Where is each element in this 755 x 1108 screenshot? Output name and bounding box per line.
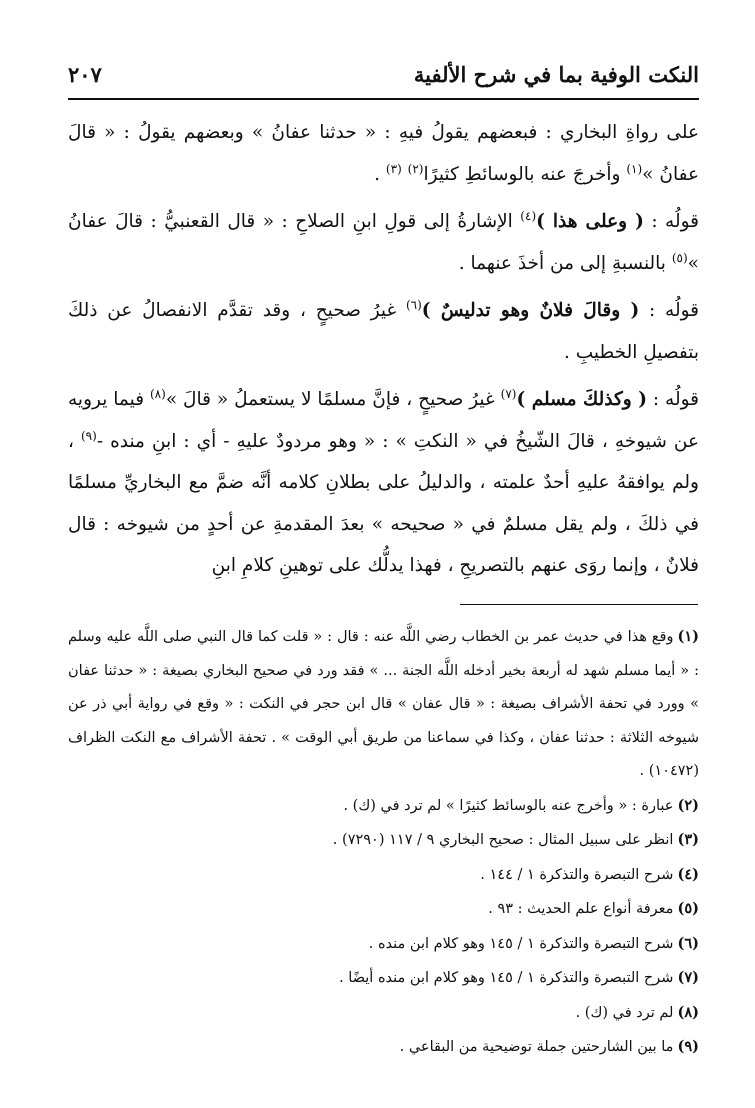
paragraph-1: على رواةِ البخاري : فبعضهم يقولُ فيهِ : « حدثنا عفانُ » وبعضهم يقولُ : « قالَ عفانُ »$^{(١)}$ وأخرجَ عنه بالوسائطِ كثيرًا$^{(٢)}$ $^{(٣)}$ . (68, 122, 699, 185)
footnote-ref: (٦) (405, 297, 422, 312)
paragraph-4: قولُه : ( وكذلكَ مسلم )$^{(٧)}$ غيرُ صحيحٍ ، فإنَّ مسلمًا لا يستعملُ « قالَ »$^{(٨)}$ فيما يرويه عن شيوخهِ ، قالَ الشّيخُ في « النكتِ » : « وهو مردودٌ عليهِ - أي : ابنِ منده -$^{(٩)}$ ، ولم يوافقهُ عليهِ أحدٌ علمته ، والدليلُ على بطلانِ كلامه أنَّه ضمَّ مع البخاريِّ مسلمًا في ذلكَ ، ولم يقل مسلمٌ في « صحيحه » بعدَ المقدمةِ عن أحدٍ من شيوخه : قال فلانٌ ، وإنما روَى عنهم بالتصريحِ ، فهذا يدلُّك على توهينِ كلامِ ابنِ (68, 386, 700, 576)
footnote: (٣)انظر على سبيل المثال : صحيح البخاري ٩ / ١١٧ (٧٢٩٠) . (332, 831, 699, 848)
footnote: (٥)معرفة أنواع علم الحديث : ٩٣ . (488, 900, 699, 917)
footnote-ref: (٢) (407, 161, 424, 176)
footnote-ref: (٤) (520, 208, 537, 223)
page-number: ٢٠٧ (68, 61, 102, 87)
page-header (68, 52, 699, 96)
quoted-lemma: ( وعلى هذا ) (536, 211, 644, 232)
footnotes (68, 620, 699, 1065)
footnote-ref: (٩) (80, 428, 97, 443)
header-rule (68, 98, 699, 100)
footnote: (٧)شرح التبصرة والتذكرة ١ / ١٤٥ وهو كلام ابن منده أيضًا . (339, 969, 699, 986)
quoted-lemma: ( وكذلكَ مسلم ) (516, 389, 647, 410)
footnote: (٢)عبارة : « وأخرج عنه بالوسائط كثيرًا » لم ترد في (ك) . (343, 796, 699, 814)
footnote: (٨)لم ترد في (ك) . (575, 1003, 699, 1021)
footnote-ref: (٧) (500, 386, 517, 401)
running-title: النكت الوفية بما في شرح الألفية (413, 61, 699, 87)
footnote-ref: (٨) (149, 386, 166, 401)
footnote-ref: (٣) (385, 161, 402, 176)
quoted-lemma: ( وقالَ فلانٌ وهو تدليسٌ ) (421, 300, 640, 321)
paragraph-3: قولُه : ( وقالَ فلانٌ وهو تدليسٌ )$^{(٦)}$ غيرُ صحيحٍ ، وقد تقدَّم الانفصالُ عن ذلكَ بتفصيلِ الخطيبِ . (68, 297, 700, 363)
footnote: (٤)شرح التبصرة والتذكرة ١ / ١٤٤ . (480, 865, 699, 883)
footnote-ref: (٥) (671, 250, 688, 265)
footnote: (٦)شرح التبصرة والتذكرة ١ / ١٤٥ وهو كلام ابن منده . (368, 934, 699, 952)
footnote-rule (460, 604, 698, 605)
paragraph-2: قولُه : ( وعلى هذا )$^{(٤)}$ الإشارةُ إلى قولِ ابنِ الصلاحِ : « قال القعنبيُّ : قالَ عفانُ »$^{(٥)}$ بالنسبةِ إلى من أخذَ عنهما . (68, 208, 700, 274)
footnote-ref: (١) (626, 161, 643, 176)
footnote: (٩)ما بين الشارحتين جملة توضيحية من البقاعي . (399, 1038, 699, 1055)
main-text (68, 112, 699, 587)
footnote: (١)وقع هذا في حديث عمر بن الخطاب رضي اللَّه عنه : قال : « قلت كما قال النبي صلى اللَّه عليه وسلم : « أيما مسلم شهد له أربعة بخير أدخله اللَّه الجنة ... » فقد ورد في صحيح البخاري بصيغة : « حدثنا عفان » وورد في تحفة الأشراف بصيغة : « قال عفان » قال ابن حجر في النكت : « وقع في رواية أبي ذر عن شيوخه الثلاثة : حدثنا عفان ، وكذا في سماعنا من طريق أبي الوقت » . تحفة الأشراف مع النكت الظراف (١٠٤٧٢) . (68, 628, 700, 779)
